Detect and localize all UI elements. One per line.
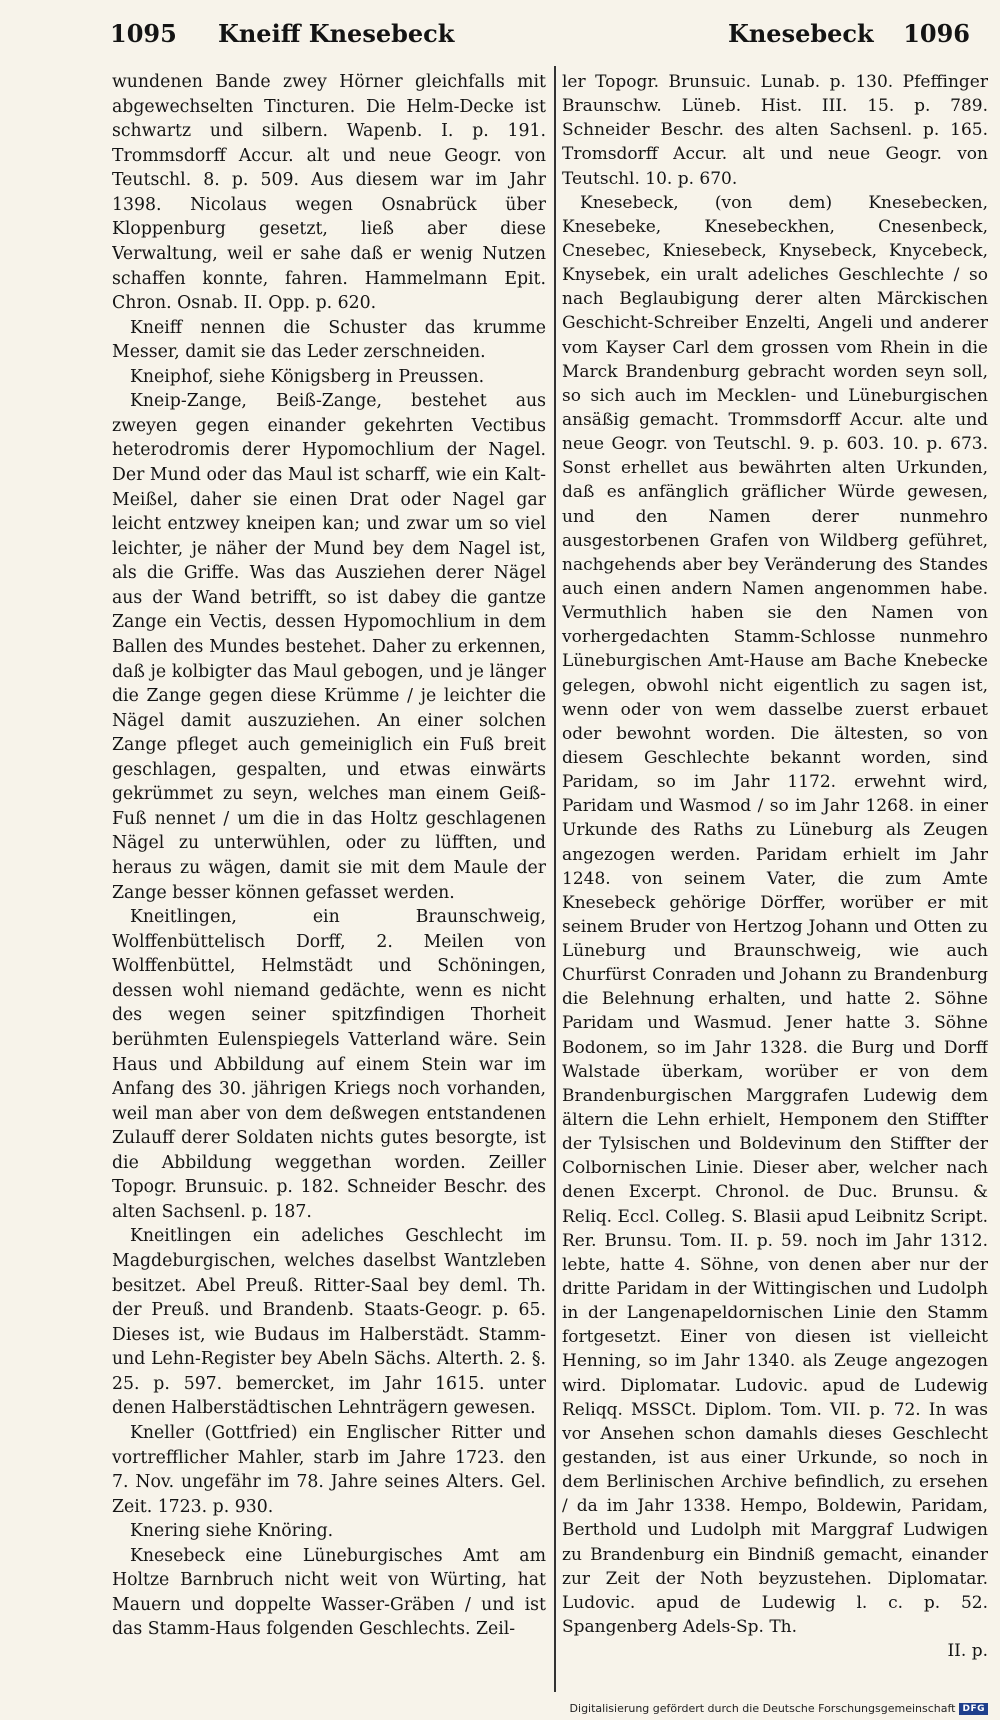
entry-kneitlingen-geschlecht: Kneitlingen ein adeliches Geschlecht im Magdeburgischen, welches daselbst Wantzleben besitzet. Abel Preuß. Ritter-Saal bey deml. Th. der Preuß. und Brandenb. Staats-Geogr. p. 65. Dieses ist, wie Budaus im Halberstädt. Stamm- und Lehn-Register bey Abeln Sächs. Alterth. 2. §. 25. p. 597. bemercket, im Jahr 1615. unter denen Halberstädtischen Lehnträgern gewesen. (112, 1226, 546, 1419)
entry-kneitlingen-dorff: Kneitlingen, ein Braunschweig, Wolffenbüttelisch Dorff, 2. Meilen von Wolffenbüttel, Helmstädt und Schöningen, dessen wohl niemand gedächte, wenn es nicht des wegen seiner spitzfindigen Thorheit berühmten Eulenspiegels Vatterland wäre. Sein Haus und Abbildung auf einem Stein war im Anfang des 30. jährigen Kriegs noch vorhanden, weil man aber von dem deßwegen entstandenen Zulauff derer Soldaten nichts gutes besorgte, ist die Abbildung weggethan worden. Zeiller Topogr. Brunsuic. p. 182. Schneider Beschr. des alten Sachsenl. p. 187. (112, 907, 546, 1222)
dfg-logo-icon: DFG (959, 1703, 988, 1715)
column-tail: II. p. (947, 1641, 988, 1662)
digitization-footer (570, 1702, 988, 1715)
running-head-right: Knesebeck (728, 19, 874, 48)
entry-knering: Knering siehe Knöring. (130, 1521, 334, 1542)
entry-knesebeck-geschlecht: Knesebeck, (von dem) Knesebecken, Knesebeke, Knesebeckhen, Cnesenbeck, Cnesebec, Kniesebeck, Knysebeck, Knycebeck, Knysebek, ein uralt adeliches Geschlechte / so nach Beglaubigung derer alten Märckischen Geschicht-Schreiber Enzelti, Angeli und anderer vom Kayser Carl dem grossen vom Rhein in die Marck Brandenburg gebracht worden seyn soll, so sich auch im Mecklen- und Lüneburgischen ansäßig gemacht. Trommsdorff Accur. alte und neue Geogr. von Teutschl. 9. p. 603. 10. p. 673. Sonst erhellet aus bewährten alten Urkunden, daß es anfänglich gräflicher Würde gewesen, und den Namen derer nunmehro ausgestorbenen Grafen von Wildberg geführet, nachgehends aber bey Veränderung des Standes auch einen andern Namen angenommen habe. Vermuthlich haben sie den Namen von vorhergedachten Stamm-Schlosse nunmehro Lüneburgischen Amt-Hause am Bache Knebecke gelegen, obwohl nicht eigentlich zu sagen ist, wenn oder von wem dasselbe zuerst erbauet oder bewohnt worden. Die ältesten, so von diesem Geschlechte bekannt worden, sind Paridam, so im Jahr 1172. erwehnt wird, Paridam und Wasmod / so im Jahr 1268. in einer Urkunde des Raths zu Lüneburg als Zeugen angezogen werden. Paridam erhielt im Jahr 1248. von seinem Vater, die zum Amte Knesebeck gehörige Dörffer, worüber er mit seinem Bruder von Hertzog Johann und Otten zu Lüneburg und Braunschweig, wie auch Churfürst Conraden und Johann zu Brandenburg die Belehnung erhalten, und hatte 2. Söhne Paridam und Wasmud. Jener hatte 3. Söhne Bodonem, so im Jahr 1328. die Burg und Dorff Walstade überkam, worüber er von dem Brandenburgischen Marggrafen Ludewig dem ältern die Lehn erhielt, Hemponem den Stiffter der Tylsischen und Boldevinum den Stiffter der Colbornischen Linie. Dieser aber, welcher nach denen Excerpt. Chronol. de Duc. Brunsu. & Reliq. Eccl. Colleg. S. Blasii apud Leibnitz Script. Rer. Brunsu. Tom. II. p. 59. noch im Jahr 1312. lebte, hatte 4. Söhne, von denen aber nur der dritte Paridam in der Wittingischen und Ludolph in der Langenapeldornischen Linie den Stamm fortgesetzt. Einer von diesen ist vielleicht Henning, so im Jahr 1340. als Zeuge angezogen wird. Diplomatar. Ludovic. apud de Ludewig Reliqq. MSSCt. Diplom. Tom. VII. p. 72. In was vor Ansehen schon damahls dieses Geschlecht gestanden, ist aus einer Urkunde, so noch in dem Berlinischen Archive befindlich, zu ersehen / da im Jahr 1338. Hempo, Boldewin, Paridam, Berthold und Ludolph mit Marggraf Ludwigen zu Brandenburg ein Bindniß gemacht, einander zur Zeit der Noth beyzustehen. Diplomatar. Ludovic. apud de Ludewig l. c. p. 52. Spangenberg Adels-Sp. Th. (562, 192, 988, 1637)
entry-kneip-zange: Kneip-Zange, Beiß-Zange, bestehet aus zweyen gegen einander gekehrten Vectibus heterodromis derer Hypomochlium der Nagel. Der Mund oder das Maul ist scharff, wie ein Kalt-Meißel, daher sie einen Drat oder Nagel gar leicht entzwey kneipen kan; und zwar um so viel leichter, je näher der Mund bey dem Nagel ist, als die Griffe. Was das Ausziehen derer Nägel aus der Wand betrifft, so ist dabey die gantze Zange ein Vectis, dessen Hypomochlium in dem Ballen des Mundes bestehet. Daher zu erkennen, daß je kolbigter das Maul gebogen, und je länger die Zange gegen diese Krümme / je leichter die Nägel damit auszuziehen. An einer solchen Zange pfleget auch gemeiniglich ein Fuß breit geschlagen, gespalten, und etwas einwärts gekrümmet zu seyn, welches man einem Geiß-Fuß nennet / um die in das Holtz geschlagenen Nägel zu unterwühlen, oder zu lüfften, und heraus zu wägen, damit sie mit dem Maule der Zange besser können gefasset werden. (112, 391, 546, 903)
footer-text: Digitalisierung gefördert durch die Deutsche Forschungsgemeinschaft (569, 1702, 956, 1715)
column-divider (554, 66, 556, 1692)
entry-kneller: Kneller (Gottfried) ein Englischer Ritter und vortrefflicher Mahler, starb im Jahre 1723. den 7. Nov. ungefähr im 78. Jahre seines Alters. Gel. Zeit. 1723. p. 930. (112, 1422, 546, 1517)
entry-kneiphof: Kneiphof, siehe Königsberg in Preussen. (130, 366, 485, 387)
entry-continuation: ler Topogr. Brunsuic. Lunab. p. 130. Pfeffinger Braunschw. Lüneb. Hist. III. 15. p. 789. Schneider Beschr. des alten Sachsenl. p. 165. Tromsdorff Accur. alt und neue Geogr. von Teutschl. 10. p. 670. (562, 72, 988, 189)
page-header (110, 14, 970, 54)
right-column (562, 70, 988, 1682)
entry-kneiff: Kneiff nennen die Schuster das krumme Messer, damit sie das Leder zerschneiden. (112, 317, 546, 363)
entry-continuation: wundenen Bande zwey Hörner gleichfalls mit abgewechselten Tincturen. Die Helm-Decke ist schwartz und silbern. Wapenb. I. p. 191. Trommsdorff Accur. alt und neue Geogr. von Teutschl. 8. p. 509. Aus diesem war im Jahr 1398. Nicolaus wegen Osnabrück über Kloppenburg gesetzt, ließ aber diese Verwaltung, weil er sahe daß er wenig Nutzen schaffen konnte, fahren. Hammelmann Epit. Chron. Osnab. II. Opp. p. 620. (112, 72, 546, 314)
running-head-left: Kneiff Knesebeck (218, 19, 455, 48)
page-number-left: 1095 (110, 19, 177, 48)
left-column (112, 70, 546, 1682)
page-number-right: 1096 (903, 19, 970, 48)
entry-knesebeck-amt: Knesebeck eine Lüneburgisches Amt am Holtze Barnbruch nicht weit von Würting, hat Mauern und doppelte Wasser-Gräben / und ist das Stamm-Haus folgenden Geschlechts. Zeil- (112, 1545, 546, 1640)
